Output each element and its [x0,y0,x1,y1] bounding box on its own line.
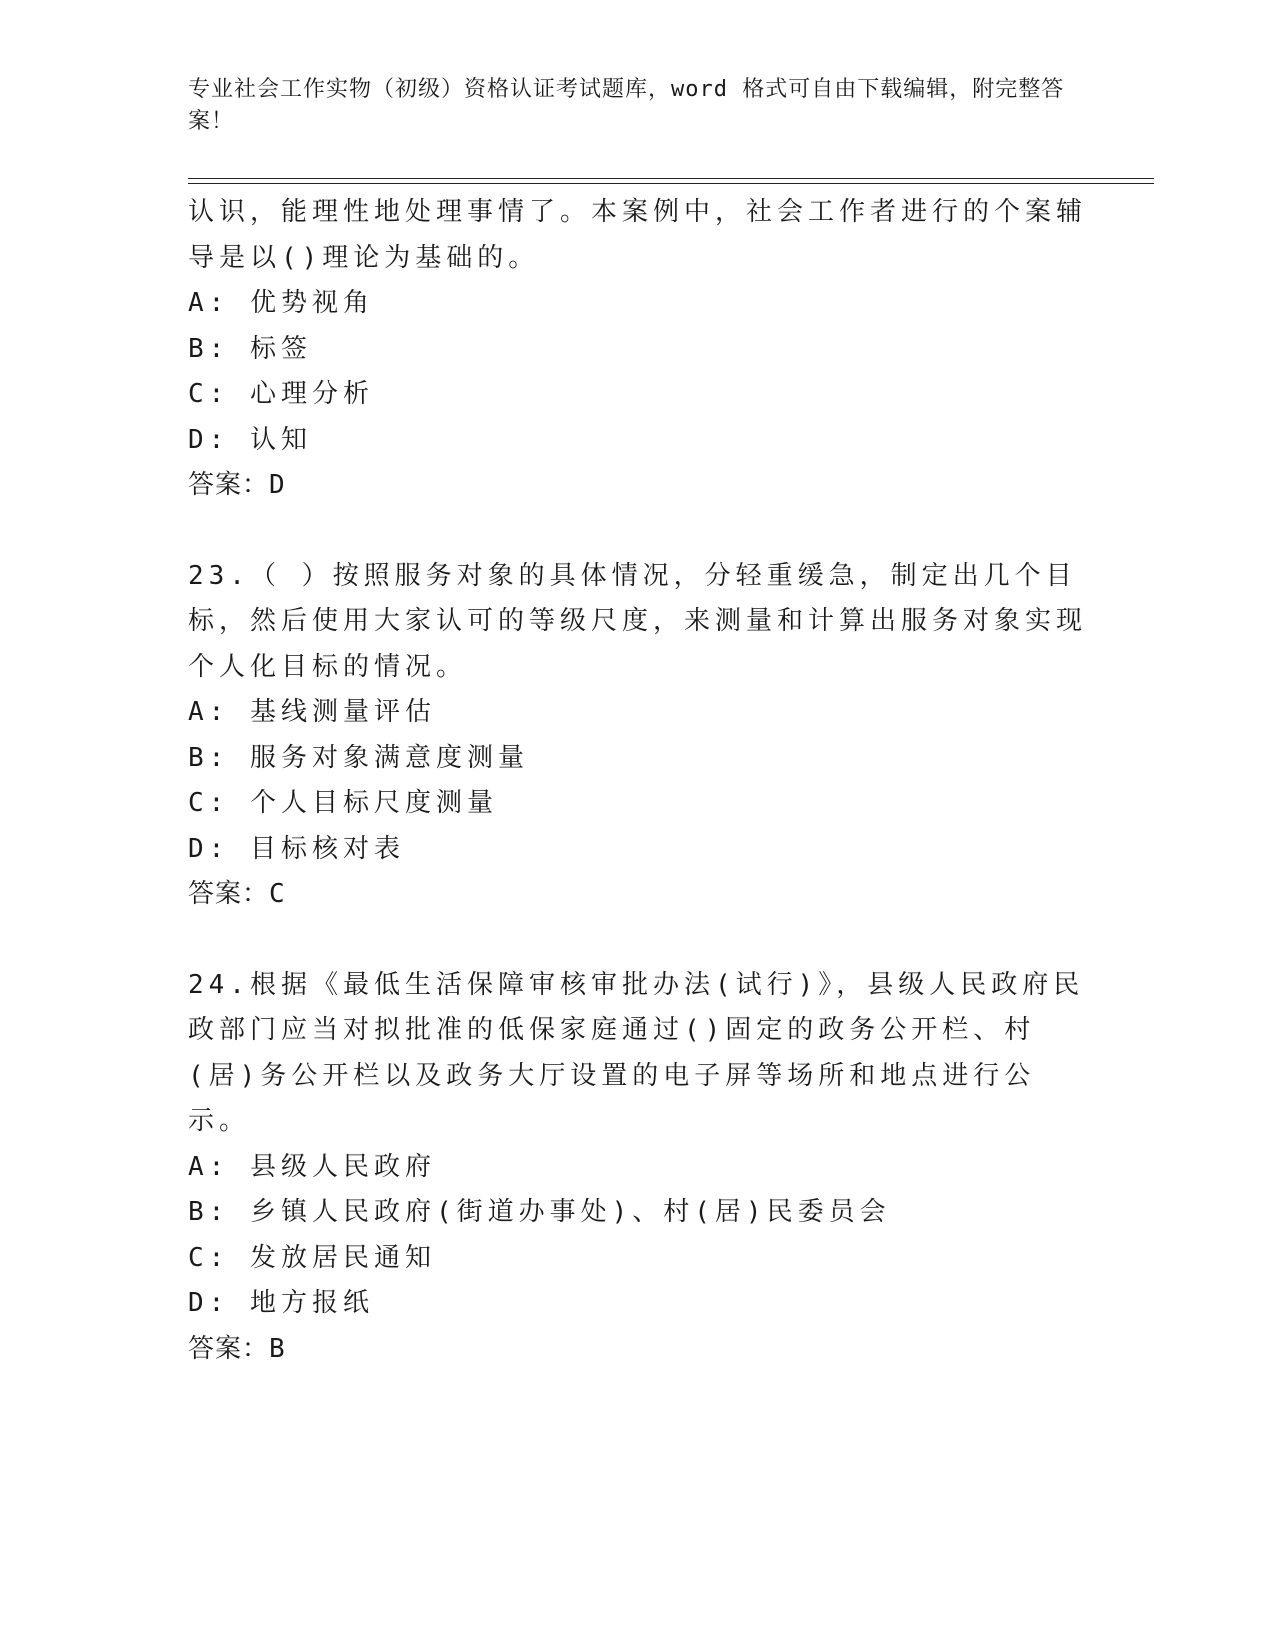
option-b: B: 标签 [188,333,312,364]
question-text: 23.（ ）按照服务对象的具体情况，分轻重缓急，制定出几个目标，然后使用大家认可的等级尺度，来测量和计算出服务对象实现个人化目标的情况。 [188,560,1088,682]
question-23 [188,554,1088,918]
option-d: D: 地方报纸 [188,1288,374,1318]
document-header: 专业社会工作实物（初级）资格认证考试题库，word 格式可自由下载编辑，附完整答案！ [188,77,1065,134]
question-text: 认识，能理性地处理事情了。本案例中，社会工作者进行的个案辅导是以()理论为基础的。 [188,197,1088,273]
option-a: A: 优势视角 [188,288,374,318]
header-rule-bottom [188,183,1154,184]
option-a: A: 县级人民政府 [188,1151,436,1182]
option-d: D: 目标核对表 [188,833,405,864]
option-b: B: 乡镇人民政府(街道办事处)、村(居)民委员会 [188,1197,891,1227]
option-c: C: 个人目标尺度测量 [188,788,498,818]
option-d: D: 认知 [188,424,312,455]
question-24 [188,963,1088,1373]
answer: 答案：B [188,1333,286,1364]
header-rule-top [188,178,1154,179]
answer: 答案：C [188,879,286,909]
question-22-continuation [188,190,1088,509]
answer: 答案：D [188,470,286,500]
question-text: 24.根据《最低生活保障审核审批办法(试行)》，县级人民政府民政部门应当对拟批准的低保家庭通过()固定的政务公开栏、村(居)务公开栏以及政务大厅设置的电子屏等场所和地点进行公示。 [188,969,1085,1136]
option-a: A: 基线测量评估 [188,697,436,727]
option-c: C: 心理分析 [188,379,374,409]
option-c: C: 发放居民通知 [188,1242,436,1273]
option-b: B: 服务对象满意度测量 [188,742,529,773]
question-list [188,190,1088,1372]
